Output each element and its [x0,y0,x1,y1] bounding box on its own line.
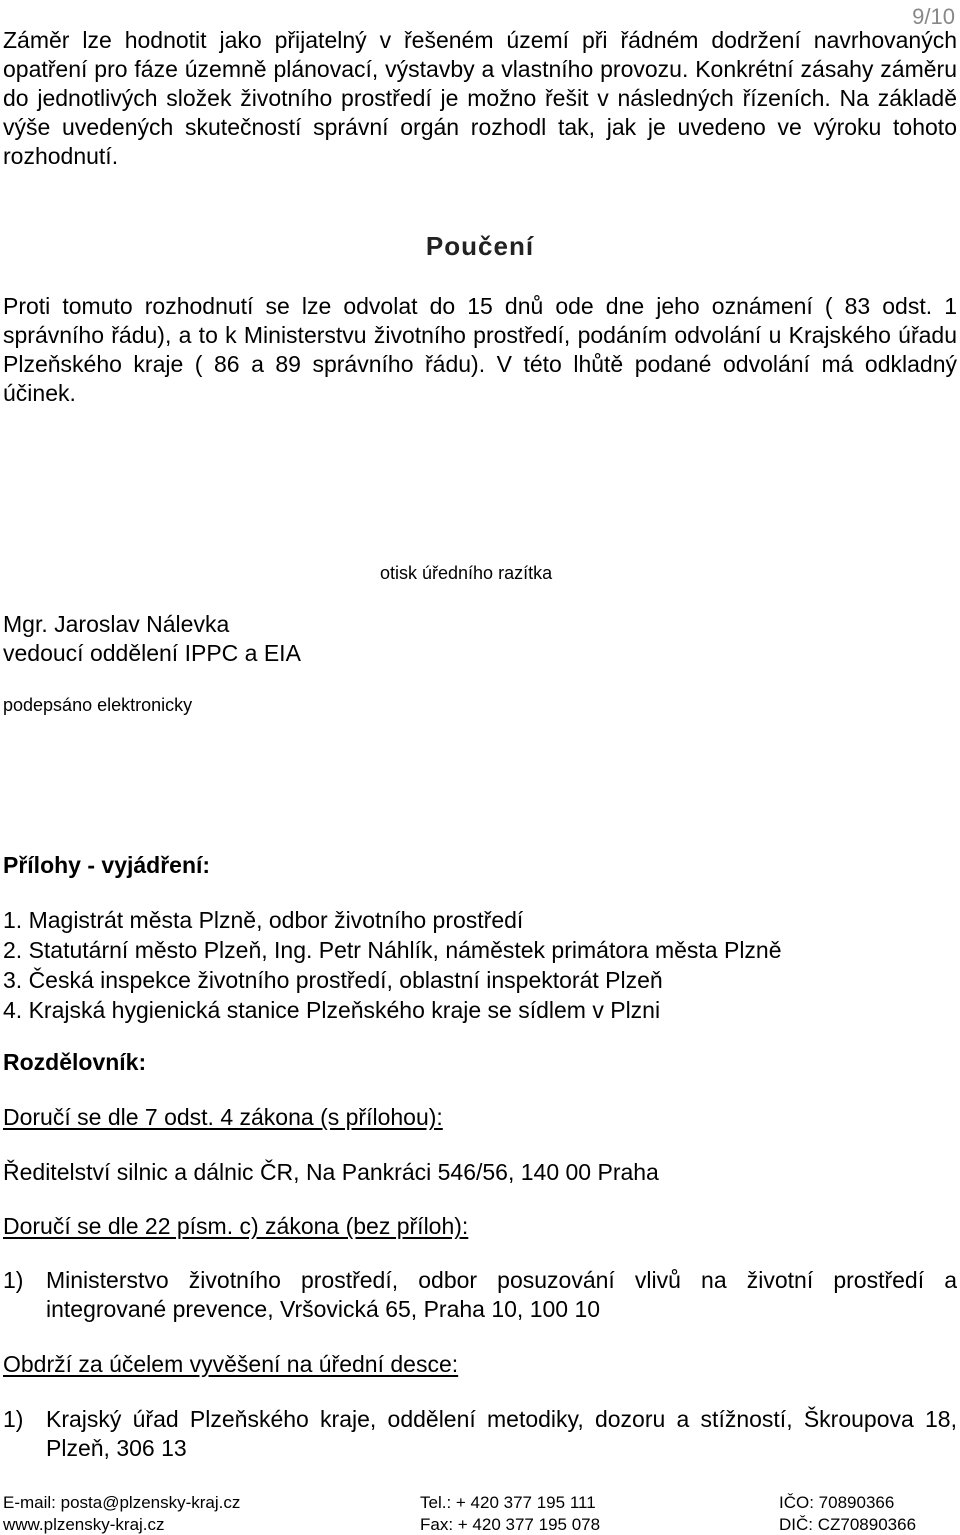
item-number: 1) [3,1267,24,1293]
page-number: 9/10 [912,4,955,29]
attachment-item: 4. Krajská hygienická stanice Plzeňského kraje se sídlem v Plzni [3,997,661,1023]
footer-web: www.plzensky-kraj.cz [3,1515,165,1534]
stamp-note: otisk úředního razítka [380,563,553,583]
footer-dic: DIČ: CZ70890366 [779,1515,917,1534]
pouceni-text: Proti tomuto rozhodnutí se lze odvolat do 15 dnů ode dne jeho oznámení ( 83 odst. 1 správního řádu), a to k Ministerstvu životního prostředí, podáním odvolání u Krajského úřadu Plzeňského kraje ( 86 a 89 správního řádu). V této lhůtě podané odvolání má odkladný účinek. [3,293,957,406]
attachment-item: 3. Česká inspekce životního prostředí, oblastní inspektorát Plzeň [3,967,663,993]
attachment-item: 2. Statutární město Plzeň, Ing. Petr Náhlík, náměstek primátora města Plzně [3,937,782,963]
footer-tel: Tel.: + 420 377 195 111 [420,1493,596,1512]
footer-fax: Fax: + 420 377 195 078 [420,1515,601,1534]
attachment-item: 1. Magistrát města Plzně, odbor životního prostředí [3,907,524,933]
pouceni-heading: Poučení [425,231,535,261]
notice-board-heading: Obdrží za účelem vyvěšení na úřední desce: [3,1351,459,1377]
attachments-list [3,905,782,1025]
delivery-recipient-rsd: Ředitelství silnic a dálnic ČR, Na Pankráci 546/56, 140 00 Praha [3,1159,659,1185]
signed-note: podepsáno elektronicky [3,695,193,715]
item-number: 1) [3,1406,24,1432]
footer-ico: IČO: 70890366 [779,1493,895,1512]
signatory-name: Mgr. Jaroslav Nálevka [3,611,230,637]
item-text: Krajský úřad Plzeňského kraje, oddělení metodiky, dozoru a stížností, Škroupova 18, Plzeň, 306 13 [46,1406,957,1461]
item-text: Ministerstvo životního prostředí, odbor posuzování vlivů na životní prostředí a integrované prevence, Vršovická 65, Praha 10, 100 10 [46,1267,957,1322]
notice-board-item [3,1405,957,1463]
footer-email: E-mail: posta@plzensky-kraj.cz [3,1493,241,1512]
signatory-position: vedoucí oddělení IPPC a EIA [3,640,301,666]
intro-paragraph: Záměr lze hodnotit jako přijatelný v řešeném území při řádném dodržení navrhovaných opatření pro fáze územně plánovací, výstavby a vlastního provozu. Konkrétní zásahy záměru do jednotlivých složek životního prostředí je možno řešit v následných řízeních. Na základě výše uvedených skutečností správní orgán rozhodl tak, jak je uvedeno ve výroku tohoto rozhodnutí. [3,27,957,169]
delivery-heading-22: Doručí se dle 22 písm. c) zákona (bez příloh): [3,1213,469,1239]
delivery-item-mzp [3,1266,957,1324]
attachments-heading: Přílohy - vyjádření: [3,852,211,878]
delivery-heading-7: Doručí se dle 7 odst. 4 zákona (s přílohou): [3,1104,443,1130]
distribution-heading: Rozdělovník: [3,1049,147,1075]
